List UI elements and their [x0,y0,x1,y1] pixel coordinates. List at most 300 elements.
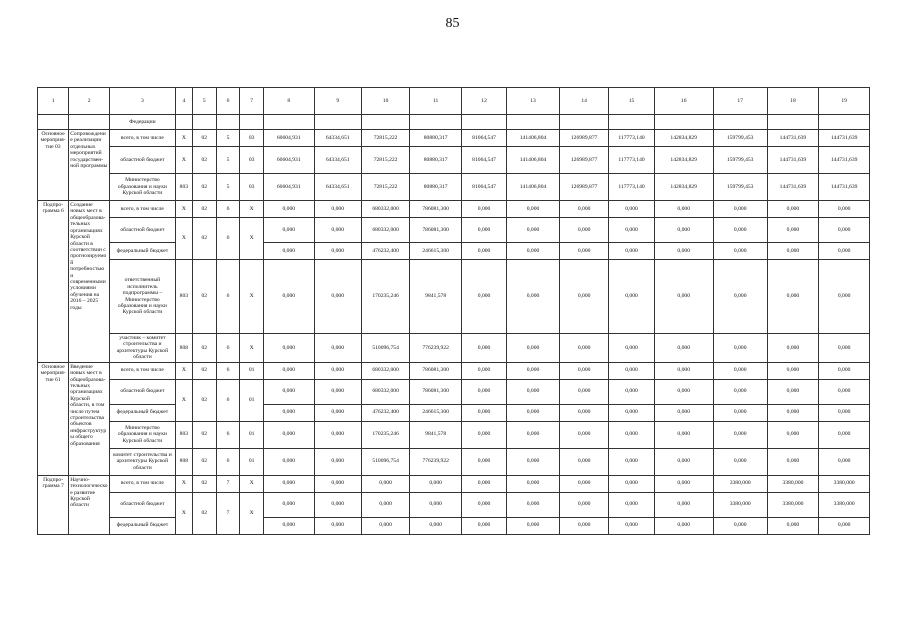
value-cell: 0,000 [507,448,560,475]
b3-row [38,404,870,421]
value-cell: 0,000 [559,362,609,379]
section-title: Создание новых мест в общеобразова-тельных организациях Курской области в соответствии с прогнозируемой потребностью и современными условиями обучения на 2016 – 2025 годы [69,201,110,363]
value-cell: 0,000 [819,243,870,260]
header-cell: 1 [38,88,69,115]
value-cell: 7 [216,475,240,492]
value-cell: 159799,453 [713,147,767,174]
value-cell: 0,000 [654,404,713,421]
section-label: Подпро-грамма 6 [38,201,69,363]
value-cell: 0,000 [361,492,409,517]
value-cell: 0,000 [314,517,361,534]
value-cell: 142834,829 [654,130,713,147]
header-cell: 5 [192,88,216,115]
header-cell: 12 [461,88,506,115]
value-cell: X [175,201,192,218]
value-cell: 141406,804 [507,174,560,201]
page-number: 85 [445,16,460,31]
value-cell: 0,000 [507,218,560,243]
value-cell: 0,000 [461,201,506,218]
value-cell: 159799,453 [713,130,767,147]
value-cell: 0,000 [609,421,654,448]
value-cell: 0,000 [263,421,314,448]
value-cell: X [175,147,192,174]
value-cell: 03 [240,130,264,147]
value-cell: 0,000 [507,243,560,260]
row-label: всего, в том числе [110,201,176,218]
value-cell: 0,000 [654,201,713,218]
value-cell: 0,000 [713,404,767,421]
value-cell: 0,000 [713,243,767,260]
value-cell: 0,000 [559,517,609,534]
value-cell: 0,000 [819,201,870,218]
value-cell: X [175,130,192,147]
value-cell: 3380,000 [819,475,870,492]
value-cell: 117773,140 [609,174,654,201]
value-cell: 0,000 [767,243,819,260]
value-cell: 0,000 [507,475,560,492]
value-cell: 144731,639 [819,147,870,174]
value-cell: 0,000 [314,243,361,260]
b1-row [38,130,870,147]
row-label: комитет строительства и архитектуры Курской области [110,448,176,475]
value-cell: 0,000 [507,492,560,517]
row-label: федеральный бюджет [110,243,176,260]
value-cell: 7 [216,492,240,534]
value-cell: 0,000 [461,475,506,492]
value-cell: 0,000 [767,517,819,534]
value-cell: 6 [216,421,240,448]
value-cell: 0,000 [654,334,713,363]
value-cell: 0,000 [609,243,654,260]
value-cell: 6 [216,448,240,475]
value-cell: 0,000 [507,260,560,334]
value-cell: 141406,804 [507,130,560,147]
value-cell: 0,000 [461,334,506,363]
value-cell: 0,000 [263,362,314,379]
value-cell: 0,000 [263,404,314,421]
header-row [38,88,870,115]
value-cell: 01 [240,362,264,379]
value-cell: 786081,300 [410,201,462,218]
value-cell: 0,000 [410,492,462,517]
value-cell: 0,000 [767,201,819,218]
value-cell: 0,000 [263,218,314,243]
value-cell: 64334,651 [314,174,361,201]
value-cell: 0,000 [461,404,506,421]
value-cell: 9841,578 [410,421,462,448]
value-cell: 01 [240,448,264,475]
value-cell: 159799,453 [713,174,767,201]
value-cell: 72815,222 [361,147,409,174]
row-label: всего, в том числе [110,130,176,147]
value-cell: 0,000 [314,421,361,448]
header-cell: 4 [175,88,192,115]
value-cell: 0,000 [314,475,361,492]
value-cell: 81064,547 [461,130,506,147]
value-cell: 0,000 [263,201,314,218]
value-cell: 0,000 [767,379,819,404]
row-label: федеральный бюджет [110,517,176,534]
value-cell: 0,000 [507,201,560,218]
value-cell: 0,000 [713,421,767,448]
section-label: Основное мероприя-тие 61 [38,362,69,475]
value-cell: 0,000 [263,243,314,260]
value-cell: 786081,300 [410,362,462,379]
value-cell: 0,000 [654,379,713,404]
value-cell: 0,000 [819,260,870,334]
value-cell: 81064,547 [461,147,506,174]
header-cell: 11 [410,88,462,115]
value-cell: 126989,877 [559,174,609,201]
value-cell: 02 [192,379,216,421]
value-cell: 803 [175,260,192,334]
value-cell: 170235,246 [361,260,409,334]
value-cell: 803 [175,174,192,201]
header-cell: 3 [110,88,176,115]
value-cell: 117773,140 [609,130,654,147]
value-cell: 0,000 [461,517,506,534]
value-cell: 776239,922 [410,334,462,363]
value-cell: 0,000 [713,334,767,363]
row-label: областной бюджет [110,218,176,243]
value-cell: 0,000 [819,448,870,475]
value-cell: 02 [192,218,216,260]
b3-row [38,362,870,379]
value-cell: 0,000 [507,404,560,421]
header-cell: 15 [609,88,654,115]
value-cell: 680332,000 [361,362,409,379]
b1-row [38,147,870,174]
value-cell: 0,000 [461,421,506,448]
value-cell: 5 [216,147,240,174]
value-cell: 0,000 [461,492,506,517]
value-cell: 3380,000 [819,492,870,517]
value-cell: 0,000 [654,260,713,334]
value-cell: 0,000 [559,379,609,404]
value-cell: X [175,492,192,534]
value-cell: 72815,222 [361,174,409,201]
value-cell: 6 [216,218,240,260]
section-title: Научно-технологическое развитие Курской области [69,475,110,534]
value-cell: X [240,492,264,534]
header-cell: 7 [240,88,264,115]
value-cell: 6 [216,201,240,218]
b3-row [38,379,870,404]
header-cell: 9 [314,88,361,115]
value-cell: 60604,931 [263,147,314,174]
section-label: Подпро-грамма 7 [38,475,69,534]
value-cell: 0,000 [559,218,609,243]
value-cell: 01 [240,421,264,448]
row-label: областной бюджет [110,147,176,174]
value-cell: 0,000 [609,334,654,363]
value-cell: 60604,931 [263,130,314,147]
row-label: участник – комитет строительства и архитектуры Курской области [110,334,176,363]
header-cell: 18 [767,88,819,115]
value-cell: 0,000 [609,475,654,492]
value-cell: 0,000 [654,218,713,243]
value-cell: 0,000 [713,362,767,379]
value-cell: 0,000 [767,218,819,243]
b4-row [38,475,870,492]
value-cell: 6 [216,362,240,379]
value-cell: 0,000 [507,334,560,363]
value-cell: 0,000 [713,260,767,334]
header-cell: 2 [69,88,110,115]
value-cell: 0,000 [559,475,609,492]
value-cell: 0,000 [713,218,767,243]
value-cell: 02 [192,147,216,174]
value-cell: 5 [216,130,240,147]
value-cell: 9841,578 [410,260,462,334]
value-cell: 0,000 [819,218,870,243]
value-cell: 0,000 [654,475,713,492]
value-cell: 02 [192,130,216,147]
federation-cell: Федерации [110,115,176,130]
value-cell: 81064,547 [461,174,506,201]
value-cell: 142834,829 [654,147,713,174]
value-cell: 476232,400 [361,404,409,421]
value-cell: 6 [216,379,240,421]
b2-row [38,334,870,363]
header-cell: 8 [263,88,314,115]
row-label: областной бюджет [110,492,176,517]
federation-row [38,115,870,130]
value-cell: 126989,877 [559,130,609,147]
section-label: Основное мероприя-тие 03 [38,130,69,201]
b4-row [38,492,870,517]
value-cell: 6 [216,260,240,334]
value-cell: X [175,475,192,492]
value-cell: 0,000 [654,421,713,448]
value-cell: 0,000 [559,260,609,334]
row-label: Министерство образования и науки Курской области [110,174,176,201]
value-cell: 0,000 [819,379,870,404]
row-label: Министерство образования и науки Курской области [110,421,176,448]
value-cell: 0,000 [314,492,361,517]
header-cell: 6 [216,88,240,115]
value-cell: 0,000 [713,448,767,475]
value-cell: 0,000 [410,517,462,534]
value-cell: 0,000 [559,404,609,421]
value-cell: 0,000 [767,404,819,421]
value-cell: X [240,218,264,260]
value-cell: 0,000 [559,492,609,517]
value-cell: X [175,218,192,260]
value-cell: 64334,651 [314,147,361,174]
header-cell: 10 [361,88,409,115]
value-cell: 03 [240,174,264,201]
value-cell: 3380,000 [767,492,819,517]
value-cell: 0,000 [559,243,609,260]
value-cell: 02 [192,492,216,534]
value-cell: 0,000 [713,517,767,534]
value-cell: 0,000 [461,379,506,404]
value-cell: 144731,639 [767,174,819,201]
value-cell: 0,000 [819,334,870,363]
value-cell: 02 [192,201,216,218]
section-title: Сопровождение реализации отдельных мероприятий государствен-ной программы [69,130,110,201]
value-cell: 3380,000 [713,475,767,492]
value-cell: 170235,246 [361,421,409,448]
value-cell: 64334,651 [314,130,361,147]
value-cell: 0,000 [819,517,870,534]
value-cell: 144731,639 [819,130,870,147]
value-cell: 0,000 [767,448,819,475]
value-cell: 02 [192,448,216,475]
value-cell: 0,000 [609,362,654,379]
value-cell: 0,000 [609,218,654,243]
value-cell: 142834,829 [654,174,713,201]
value-cell: 0,000 [314,379,361,404]
b3-row [38,421,870,448]
header-cell: 19 [819,88,870,115]
row-label: федеральный бюджет [110,404,176,421]
value-cell: 141406,804 [507,147,560,174]
value-cell: 60604,931 [263,174,314,201]
value-cell: 0,000 [767,260,819,334]
value-cell: 0,000 [314,362,361,379]
value-cell: 80880,317 [410,130,462,147]
value-cell: 126989,877 [559,147,609,174]
value-cell: 02 [192,475,216,492]
value-cell: X [175,379,192,421]
value-cell: 680332,000 [361,218,409,243]
row-label: областной бюджет [110,379,176,404]
value-cell: 0,000 [314,334,361,363]
value-cell: 0,000 [819,421,870,448]
value-cell: 0,000 [559,421,609,448]
value-cell: 0,000 [609,448,654,475]
value-cell: 02 [192,334,216,363]
value-cell: 3380,000 [767,475,819,492]
value-cell: 0,000 [314,404,361,421]
value-cell: 0,000 [507,379,560,404]
value-cell: X [240,475,264,492]
value-cell: 3380,000 [713,492,767,517]
value-cell: 0,000 [263,475,314,492]
b2-row [38,218,870,243]
value-cell: 0,000 [507,362,560,379]
value-cell: 0,000 [559,334,609,363]
value-cell: 02 [192,421,216,448]
header-cell: 14 [559,88,609,115]
header-cell: 17 [713,88,767,115]
value-cell: 0,000 [461,260,506,334]
value-cell: 0,000 [654,243,713,260]
value-cell: 0,000 [361,517,409,534]
value-cell: 0,000 [609,492,654,517]
value-cell: 246615,300 [410,404,462,421]
value-cell: 02 [192,362,216,379]
value-cell: 0,000 [767,334,819,363]
value-cell: 0,000 [263,517,314,534]
value-cell: 0,000 [713,379,767,404]
value-cell: 0,000 [609,260,654,334]
value-cell: 117773,140 [609,147,654,174]
b2-row [38,201,870,218]
value-cell: 0,000 [507,421,560,448]
value-cell: 0,000 [819,362,870,379]
value-cell: 0,000 [767,421,819,448]
value-cell: 80880,317 [410,174,462,201]
value-cell: 0,000 [263,379,314,404]
b3-row [38,448,870,475]
value-cell: 0,000 [609,201,654,218]
value-cell: 0,000 [713,201,767,218]
budget-table [37,87,870,535]
value-cell: X [240,201,264,218]
value-cell: 01 [240,379,264,421]
b2-row [38,243,870,260]
value-cell: 0,000 [263,492,314,517]
value-cell: 0,000 [410,475,462,492]
value-cell: 0,000 [361,475,409,492]
value-cell: 144731,639 [767,130,819,147]
value-cell: 02 [192,174,216,201]
value-cell: 0,000 [263,260,314,334]
value-cell: 0,000 [507,517,560,534]
value-cell: 0,000 [654,448,713,475]
row-label: всего, в том числе [110,362,176,379]
cell [38,115,69,130]
value-cell: 803 [175,421,192,448]
b4-row [38,517,870,534]
value-cell: 03 [240,147,264,174]
cell [69,115,110,130]
value-cell: 246615,300 [410,243,462,260]
value-cell: 0,000 [461,448,506,475]
value-cell: 0,000 [314,201,361,218]
value-cell: 680332,000 [361,201,409,218]
value-cell: 144731,639 [767,147,819,174]
value-cell: 786081,300 [410,218,462,243]
b1-row [38,174,870,201]
value-cell: 0,000 [654,362,713,379]
header-cell: 16 [654,88,713,115]
value-cell: 0,000 [559,448,609,475]
value-cell: X [240,334,264,363]
value-cell: 0,000 [609,517,654,534]
value-cell: 0,000 [767,362,819,379]
value-cell: 0,000 [819,404,870,421]
value-cell: 0,000 [609,404,654,421]
value-cell: 808 [175,448,192,475]
value-cell: 5 [216,174,240,201]
value-cell: 0,000 [654,517,713,534]
value-cell: 510096,754 [361,334,409,363]
value-cell: 786081,300 [410,379,462,404]
value-cell: 0,000 [654,492,713,517]
value-cell: 510096,754 [361,448,409,475]
value-cell: 776239,922 [410,448,462,475]
value-cell: 144731,639 [819,174,870,201]
header-cell: 13 [507,88,560,115]
row-label: ответственный исполнитель подпрограммы – Министерство образования и науки Курской области [110,260,176,334]
value-cell: 02 [192,260,216,334]
value-cell: 0,000 [263,448,314,475]
value-cell: 0,000 [461,243,506,260]
value-cell: 680332,000 [361,379,409,404]
value-cell: 0,000 [609,379,654,404]
value-cell: X [240,260,264,334]
value-cell: 0,000 [314,260,361,334]
value-cell: 6 [216,334,240,363]
value-cell: 0,000 [263,334,314,363]
value-cell: 0,000 [461,218,506,243]
value-cell: 476232,400 [361,243,409,260]
value-cell: 80880,317 [410,147,462,174]
